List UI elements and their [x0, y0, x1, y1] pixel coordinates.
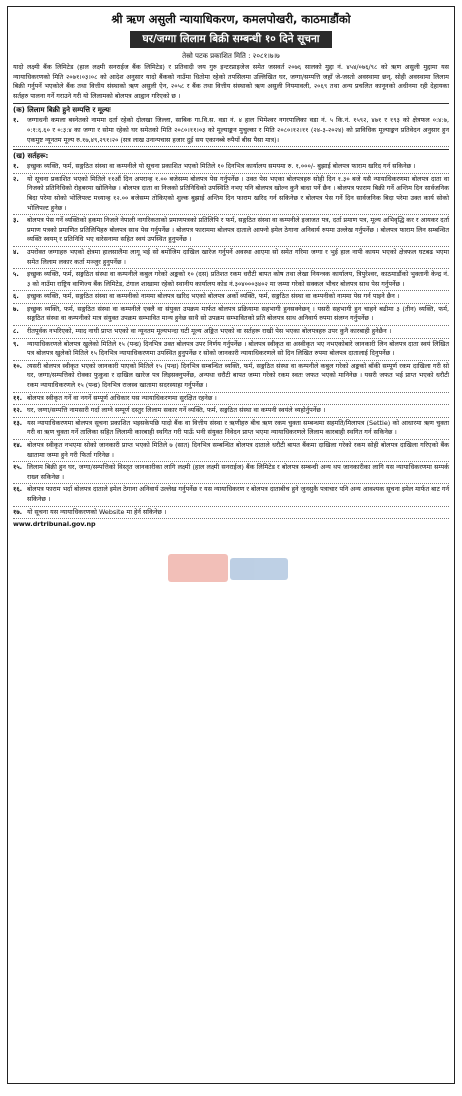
item-number: १५. [13, 463, 23, 472]
item-number: ४. [13, 247, 19, 256]
item-text: यो सूचना प्रकाशित भएको मितिले ११औं दिन अपरान्ह १.०० बजेसम्म बोलपत्र पेस गर्नुपर्नेछ । उक्त पेस भएका बोलपत्रहरु सोही दिन १.३० बजे यसै न्यायाधिकरणमा बोलपत्र दाता वा निजको प्रतिनिधिको रोहबरमा खोलिनेछ । बोलपत्र दाता वा निजको प्रतिनिधिको उपस्थिति नभए पनि बोलपत्र खोल्न कुनै बाधा पर्ने छैन । बोलपत्र फाराम बिक्री गर्ने अन्तिम दिन सार्वजनिक बिदा परेमा सोको भोलिपल्ट मध्यान्ह १२.०० बजेसम्म तोकिएको शुल्क बुझाई अन्तिम दिन फाराम खरिद गर्न सकिनेछ र बोलपत्र पेस गर्ने दिन सार्वजनिक बिदा परेमा उक्त कार्य सोको भोलिपल्ट हुनेछ । [27, 174, 449, 212]
section-b-heading: (ख) सर्तहरू: [13, 149, 449, 161]
list-item [13, 507, 449, 520]
item-text: बोलपत्र स्वीकृत नभएमा सोको जानकारी प्राप्त भएको मितिले ७ (सात) दिनभित्र सम्बन्धित बोलपत्र दाताले धरौटी बापत बैंकमा दाखिला गरेको रकम सोही बोलपत्र दाखिला गरिएको बैंक खातामा जम्मा हुने गरी फिर्ता गरिनेछ । [27, 441, 449, 459]
item-number: १३. [13, 418, 23, 427]
item-number: ५. [13, 270, 19, 279]
list-item [13, 418, 449, 440]
item-number: १०. [13, 361, 23, 370]
intro-paragraph: यादो लक्ष्मी बैंक लिमिटेड (हाल लक्ष्मी सनराईज बैंक लिमिटेड) र प्रतिवादी जय गुरु इन्टरप्राइजेज समेत जसवर्त २०७६ सालको मुद्दा नं. ४५४/०७६/९८ को ऋण असुली मुद्दामा यस न्यायाधिकरणको मिति २०७१।०३।०८ को आदेश अनुसार यादो बैंकको नाउँमा धितोमा रहेको तपसिलमा उल्लिखित घर, जग्गा/सम्पत्ति जहाँ जे-जस्तो अवस्थामा छन्, सोही अवस्थामा लिलाम बिक्री गर्नुपर्ने भएकोले बैंक तथा वित्तीय संस्थाको ऋण असुली ऐन, २०५८ र बैंक तथा वित्तीय संस्थाको ऋण असुली नियमावली, २०६९ तथा अन्य प्रचलित कानूनको अधीनमा रही देहायका सर्तहरु पालना गर्ने गराउने गरी यो लिलामको बोलपत्र आह्वान गरिएको छ । [13, 63, 449, 100]
item-text: लिलाम बिक्री हुन घर, जग्गा/सम्पत्तिको विस्तृत जानकारीका लागि लक्ष्मी (हाल लक्ष्मी सनराईज) बैंक लिमिटेड र बोलपत्र सम्बन्धी अन्य थप जानकारीका लागि यस न्यायाधिकरणमा सम्पर्क राख्न सकिनेछ । [27, 463, 449, 481]
item-text: उपरोक्त जग्गाहरु भएको क्षेत्रमा हालसालैमा लागू भई सो बमोजिम दाखिल खारेज गर्नुपर्ने अवस्था आएमा सो समेत गरिमा जग्गा र भुई हाल नापी कायम भएको क्षेत्रफल घटबढ भएमा समेत लिलाम लकार कर्ता मञ्जुर हुनुपर्नेछ । [27, 247, 449, 266]
list-item [13, 405, 449, 418]
notice-title: श्री ऋण असुली न्यायाधिकरण, कमलपोखरी, काठमाडौंको [111, 12, 351, 26]
item-text: जग्गाधनी कमला बस्नेतको नाममा दर्ता रहेको दोलखा जिल्ला, साबिक गा.वि.स. वडा नं. ४ हाल भिमेश्वर नगरपालिका वडा नं. ५ कि.नं. १५९२, ४७१ र १९३ को क्षेत्रफल ०:४:७, ०:१:६.६० र ०:३:४ का जग्गा र सोमा रहेको घर समेतको मिति २०८०।११।०३ को मूल्याङ्कन मुचुल्का र मिति २०८०।१२।११ (२४-३-२०२४) को प्राविधिक मूल्याङ्कन प्रतिवेदन अनुसार हुन एकमुष्ट न्यूनतम मूल्य रु.१७,४९,२९१।२० (सत्र लाख उनान्पचास हजार दुई सय एकानब्बे रुपैयाँ बीस पैसा मात्र)। [27, 116, 449, 144]
item-number: ६. [13, 292, 19, 301]
list-item [13, 269, 449, 291]
item-text: त्यसरी बोलपत्र स्वीकृत भएको जानकारी पाएको मितिले १५ (पन्ध्र) दिनभित्र सम्बन्धित व्यक्ति, फर्म, सङ्गठित संस्था वा कम्पनीले कबुल गरेको अङ्कको बाँकी सम्पूर्ण रकम दाखिला गरी सो घर, जग्गा/सम्पत्तिको रोक्का फुकुवा र दाखिल खारेज पत्र लिइसक्नुपर्नेछ, अन्यथा धरौटी बापत जम्मा गरेको रकम स्वतः जफत भएको मानिनेछ । यसरी जफत भई प्राप्त भएको धरौटी रकम न्यायाधिकरणले १५ (पन्ध्र) दिनभित्र राजस्व खातामा सदरस्याहा गर्नुपर्नेछ । [27, 361, 449, 390]
list-item [13, 161, 449, 174]
list-item [13, 462, 449, 484]
list-item [13, 115, 449, 147]
item-text: इच्छुक व्यक्ति, फर्म, सङ्गठित संस्था वा कम्पनीको नाममा बोलपत्र खरिद भएको बोलपत्र अर्को व्यक्ति, फर्म, सङ्गठित संस्था वा कम्पनीको नाममा पेस गर्न पाइने छैन । [27, 292, 400, 301]
item-number: ७. [13, 304, 19, 313]
section-a-heading: (क) लिलाम बिक्री हुने सम्पत्ति र मूल्यः [13, 103, 449, 115]
list-item [13, 326, 449, 339]
list-item [13, 174, 449, 215]
item-text: इच्छुक व्यक्ति, फर्म, सङ्गठित संस्था वा कम्पनीले कबुल गरेको अङ्कको १० (दस) प्रतिशत रकम धरौटी बापत कोष तथा लेखा नियन्त्रक कार्यालय, त्रिपुरेश्वर, काठमाडौंको भुक्तानी केन्द्र नं. ३ को नाउँमा राष्ट्रिय वाणिज्य बैंक लिमिटेड, टंगाल शाखामा रहेको स्थानीय कार्यालय कोड नं.३०४०००३४०२ मा जम्मा गरेको सक्कल भौचर बोलपत्र साथ पेस गर्नुपर्नेछ । [27, 270, 449, 288]
list-item [13, 215, 449, 247]
item-number: ९. [13, 339, 19, 348]
list-item [13, 291, 449, 304]
list-item [13, 484, 449, 506]
property-list [13, 115, 449, 147]
list-item [13, 440, 449, 462]
list-item [13, 361, 449, 393]
list-item [13, 393, 449, 406]
item-number: ८. [13, 327, 19, 336]
watermark-logo [168, 552, 288, 592]
item-text: यस न्यायाधिकरणमा बोलपत्र सूचना प्रकाशित भइसकेपछि यादो बैंक वा वित्तीय संस्था र ऋणीहरु बीच ऋण रकम चुक्ता सम्बन्धमा सहमति/मिलापत्र (Settle) को आधारमा ऋण चुक्ता गरी वा ऋण चुक्ता गर्ने तालिका सहित लिलामी कारबाही स्थगित गरी पाऊँ भनी संयुक्त निवेदन प्राप्त भएमा न्यायाधिकरणले लिलाम कारबाही स्थगित गर्न सकिनेछ । [27, 418, 449, 437]
item-text: बोलपत्र फाराम भर्दा बोलपत्र दाताले इमेल ठेगाना अनिवार्य उल्लेख गर्नुपर्नेछ र यस न्यायाधिकरण र बोलपत्र दाताबीच हुने जुनसुकै पत्राचार पनि अन्य आवश्यक सूचना इमेल मार्फत बाट गर्न सकिनेछ । [27, 485, 449, 503]
notice-page [7, 6, 455, 1084]
item-number: १. [13, 116, 19, 125]
website-link[interactable]: www.drtribunal.gov.np [13, 520, 96, 529]
conditions-list [13, 161, 449, 519]
item-number: २. [13, 174, 19, 183]
item-number: १२. [13, 406, 23, 415]
item-number: १४. [13, 441, 23, 449]
item-number: १६. [13, 485, 23, 494]
notice-banner: घर/जग्गा लिलाम बिक्री सम्बन्धी १० दिने सूचना [130, 31, 331, 48]
publication-date: तेस्रो पटक प्रकाशित मिति : २०८१।७।७ [182, 52, 280, 60]
item-text: बोलपत्र स्वीकृत गर्ने वा नगर्ने सम्पूर्ण अधिकार यस न्यायाधिकरणमा सुरक्षित रहनेछ । [27, 393, 217, 402]
item-text: रीतपूर्वक नभरिएको, म्याद नाघी प्राप्त भएको वा न्यूनतम मूल्यभन्दा घटी मूल्य अङ्कित भएको वा सर्तहरू राखी पेस भएका बोलपत्रहरु उपर कुनै कारबाही हुनेछैन । [27, 327, 392, 336]
list-item [13, 339, 449, 361]
item-number: १७. [13, 507, 23, 516]
item-number: १. [13, 162, 19, 171]
list-item [13, 304, 449, 326]
item-text: इच्छुक व्यक्ति, फर्म, सङ्गठित संस्था वा कम्पनीले यो सूचना प्रकाशित भएको मितिले १० दिनभित्र कार्यालय समयमा रु. १,०००/- बुझाई बोलपत्र फाराम खरिद गर्न सकिनेछ । [27, 162, 416, 171]
item-text: यो सूचना यस न्यायाधिकरणको Website मा हेर्न सकिनेछ । [27, 507, 167, 516]
item-text: न्यायाधिकरणले बोलपत्र खुलेको मितिले १५ (पन्ध्र) दिनभित्र उक्त बोलपत्र उपर निर्णय गर्नुपर्नेछ । बोलपत्र स्वीकृत वा अस्वीकृत भए नभएकोबारे जानकारी लिन बोलपत्र दाता स्वयं लिखित पत्र बोलपत्र खुलेको मितिले १५ दिनभित्र न्यायाधिकरणमा उपस्थित हुनुपर्नेछ र सोको जानकारी न्यायाधिकरणले सो दिन लिखित रुपमा बोलपत्र दातालाई दिनुपर्नेछ । [27, 339, 449, 358]
list-item [13, 247, 449, 269]
item-number: ११. [13, 393, 23, 402]
item-number: ३. [13, 216, 19, 225]
item-text: घर, जग्गा/सम्पत्ति नामसारी गर्दा लाग्ने सम्पूर्ण दस्तुर लिलाम सकार गर्ने व्यक्ति, फर्म, सङ्गठित संस्था वा कम्पनी स्वयंले व्यहोर्नुपर्नेछ । [27, 406, 326, 415]
item-text: बोलपत्र पेस गर्ने व्यक्तिको हकमा निजले नेपाली नागरिकताको प्रमाणपत्रको प्रतिलिपि र फर्म, सङ्गठित संस्था वा कम्पनीले इजाजत पत्र, दर्ता प्रमाण पत्र, मूल्य अभिवृद्धि कर र आयकर दर्ता प्रमाण पत्रको प्रमाणित प्रतिलिपिहरु बोलपत्र साथ पेस गर्नुपर्नेछ । बोलपत्र फाराममा बोलपत्र दाताले आफ्नो इमेल ठेगाना अनिवार्य रुपमा उल्लेख गर्नुपर्नेछ । बोलपत्र फाराम लिन सम्बन्धित व्यक्ति स्वयम् र प्रतिनिधि भए वारेसनामा सहित स्वयं उपस्थित हुनुपर्नेछ । [27, 216, 449, 244]
item-text: इच्छुक व्यक्ति, फर्म, सङ्गठित संस्था वा कम्पनीले एक्लै वा संयुक्त उपक्रम मार्फत बोलपत्र प्रक्रियामा सहभागी हुनसक्नेछन् । यसरी सहभागी हुन चाहने बढीमा ३ (तीन) व्यक्ति, फर्म, सङ्गठित संस्था वा कम्पनीको मात्र संयुक्त उपक्रम सम्भावित मान्य हुनेछ साथै सो उपक्रम सम्भावितको प्रति बोलपत्र साथ अनिवार्य रुपमा संलग्न गर्नुपर्नेछ । [27, 304, 449, 323]
